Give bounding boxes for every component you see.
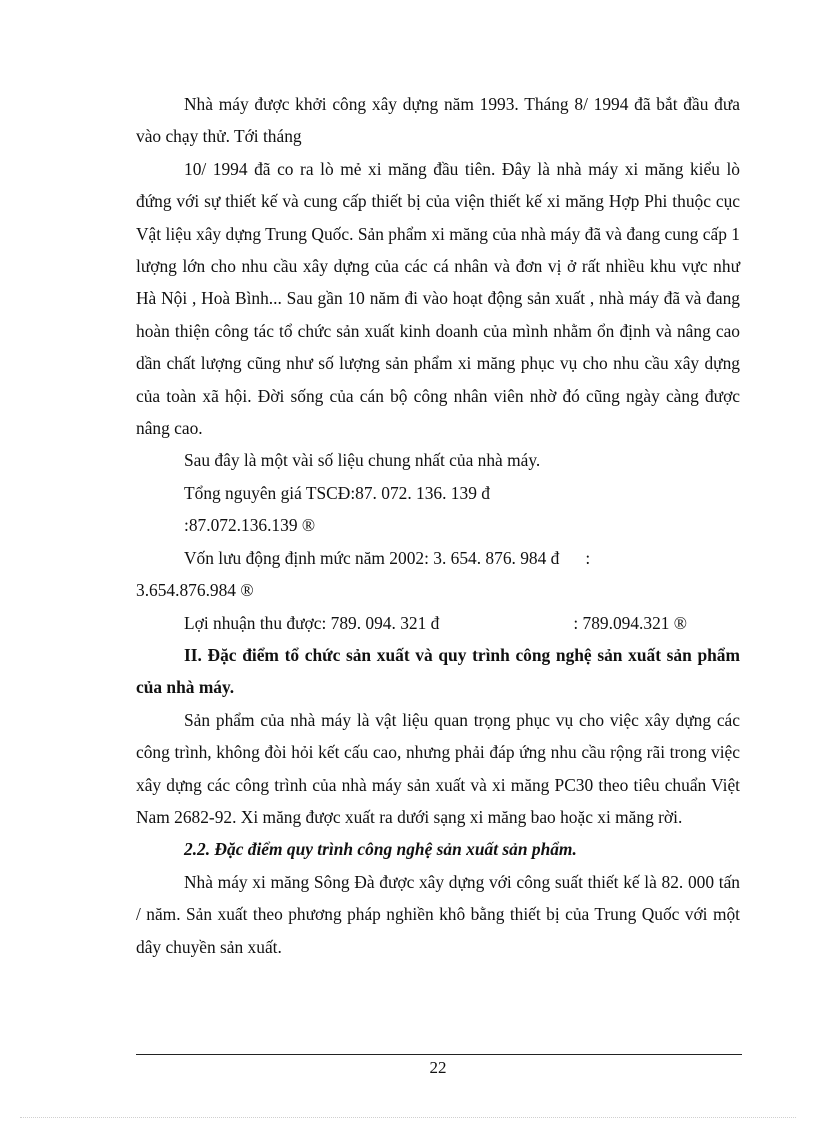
page-number: 22	[429, 1058, 447, 1077]
document-body	[136, 88, 740, 963]
profit-value: : 789.094.321 ®	[573, 612, 688, 633]
paragraph-description: 10/ 1994 đã co ra lò mẻ xi măng đầu tiên. Đây là nhà máy xi măng kiểu lò đứng với sự thiết kế và cung cấp thiết bị của viện thiết kế xi măng Hợp Phi thuộc cục Vật liệu xây dựng Trung Quốc. Sản phẩm xi măng của nhà máy đã và đang cung cấp 1 lượng lớn cho nhu cầu xây dựng của các cá nhân và đơn vị ở rất nhiều khu vực như Hà Nội , Hoà Bình... Sau gần 10 năm đi vào hoạt động sản xuất , nhà máy đã và đang hoàn thiện công tác tổ chức sản xuất kinh doanh của mình nhằm ổn định và nâng cao dần chất lượng cũng như số lượng sản phẩm xi măng phục vụ cho nhu cầu xây dựng của toàn xã hội. Đời sống của cán bộ công nhân viên nhờ đó cũng ngày càng được nâng cao.	[136, 158, 740, 439]
paragraph-products: Sản phẩm của nhà máy là vật liệu quan trọng phục vụ cho việc xây dựng các công trình, không đòi hỏi kết cấu cao, nhưng phải đáp ứng nhu cầu rộng rãi trong việc xây dựng các công trình của nhà máy sản xuất và xi măng PC30 theo tiêu chuẩn Việt Nam 2682-92. Xi măng được xuất ra dưới sạng xi măng bao hoặc xi măng rời.	[136, 709, 740, 827]
working-capital-colon: :	[585, 547, 591, 568]
footer-divider	[136, 1054, 742, 1055]
working-capital-label: Vốn lưu động định mức năm 2002: 3. 654. 876. 984 đ	[184, 547, 560, 568]
fixed-assets-value: :87.072.136.139 ®	[184, 515, 316, 536]
section-heading-technology: 2.2. Đặc điểm quy trình công nghệ sản xuất sản phẩm.	[184, 839, 577, 860]
figure-row-working-capital	[136, 542, 740, 574]
figure-row-fixed-assets	[136, 477, 740, 509]
paragraph-technology: Nhà máy xi măng Sông Đà được xây dựng với công suất thiết kế là 82. 000 tấn / năm. Sản xuất theo phương pháp nghiền khô bằng thiết bị của Trung Quốc với một dây chuyền sản xuất.	[136, 871, 740, 957]
paragraph-statistics-intro: Sau đây là một vài số liệu chung nhất của nhà máy.	[184, 450, 541, 471]
page-bottom-dotted-line	[20, 1117, 796, 1118]
figure-row-profit	[136, 607, 740, 639]
paragraph-intro: Nhà máy được khởi công xây dựng năm 1993. Tháng 8/ 1994 đã bắt đầu đưa vào chạy thử. Tới tháng	[136, 94, 740, 147]
figure-row-fixed-assets-value	[136, 509, 740, 541]
figure-row-working-capital-value	[136, 574, 740, 606]
fixed-assets-label: Tổng nguyên giá TSCĐ:87. 072. 136. 139 đ	[184, 482, 490, 503]
section-heading-production: II. Đặc điểm tổ chức sản xuất và quy trình công nghệ sản xuất sản phẩm của nhà máy.	[136, 644, 740, 698]
working-capital-value: 3.654.876.984 ®	[136, 580, 254, 601]
profit-label: Lợi nhuận thu được: 789. 094. 321 đ	[184, 612, 440, 633]
